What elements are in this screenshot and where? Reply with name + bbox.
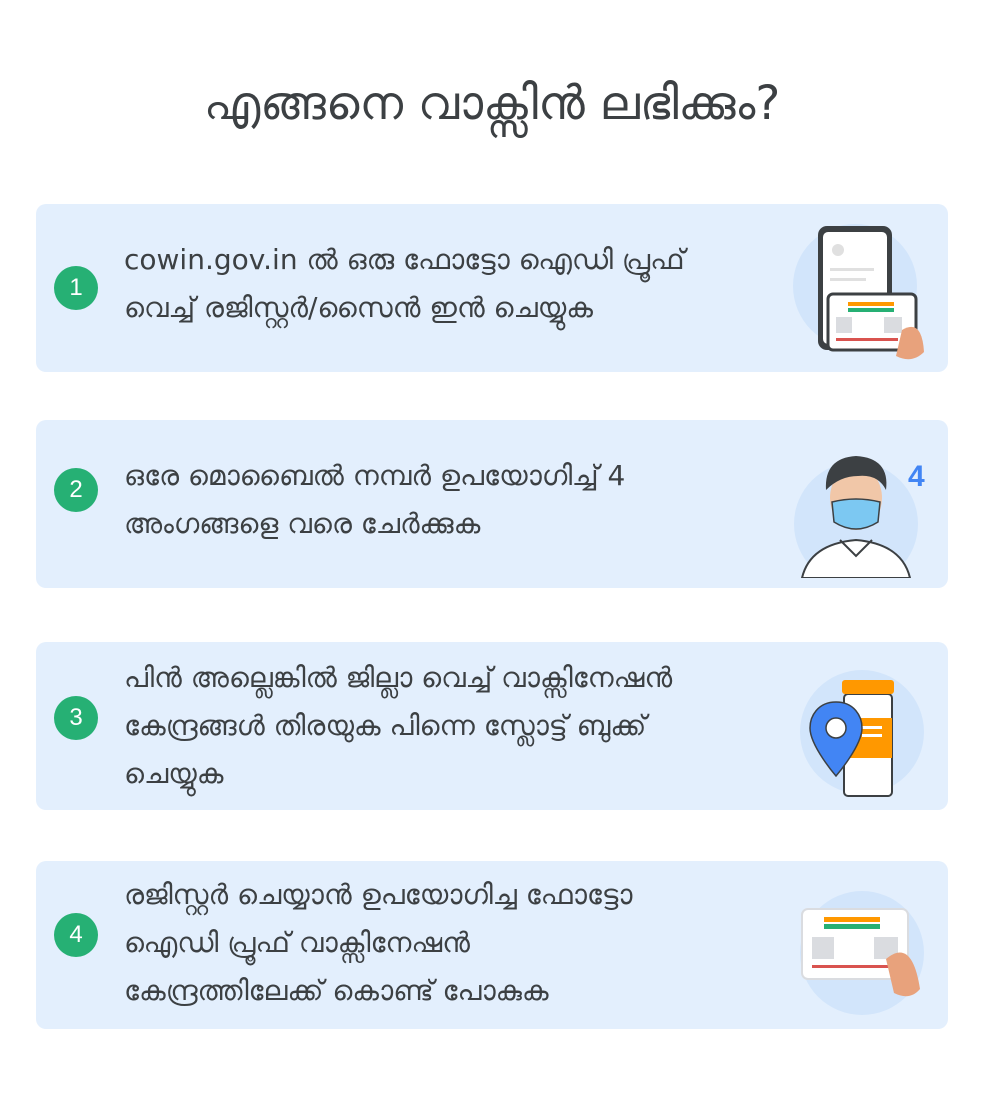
page-title: എങ്ങനെ വാക്സിൻ ലഭിക്കും?	[203, 76, 781, 131]
step-text-line: പിൻ അല്ലെങ്കിൽ ജില്ലാ വെച്ച് വാക്സിനേഷൻ	[124, 661, 673, 694]
member-count-badge: 4	[908, 460, 925, 493]
step-number-badge: 4	[54, 913, 98, 957]
phone-id-card-icon	[790, 222, 932, 362]
step-text-line: അംഗങ്ങളെ വരെ ചേർക്കുക	[124, 507, 481, 540]
step-text-line: കേന്ദ്രങ്ങൾ തിരയുക പിന്നെ സ്ലോട്ട് ബുക്ക്	[124, 709, 647, 742]
step-text-line: രജിസ്റ്റർ ചെയ്യാൻ ഉപയോഗിച്ച ഫോട്ടോ	[124, 878, 633, 911]
id-card-hand-icon	[790, 879, 932, 1019]
step-card-4	[36, 861, 948, 1029]
step-text-line: കേന്ദ്രത്തിലേക്ക് കൊണ്ട് പോകുക	[124, 974, 549, 1007]
step-text-line: cowin.gov.in ൽ ഒരു ഫോട്ടോ ഐഡി പ്രൂഫ്	[124, 243, 685, 276]
step-text-line: ചെയ്യുക	[124, 757, 224, 790]
step-text-line: ഐഡി പ്രൂഫ് വാക്സിനേഷൻ	[124, 926, 470, 959]
vaccine-location-icon	[790, 660, 932, 800]
step-number-badge: 1	[54, 266, 98, 310]
step-text	[124, 236, 784, 332]
step-card-3	[36, 642, 948, 810]
step-number-badge: 3	[54, 696, 98, 740]
masked-person-icon	[790, 438, 932, 578]
step-text-line: വെച്ച് രജിസ്റ്റർ/സൈൻ ഇൻ ചെയ്യുക	[124, 291, 593, 324]
step-card-2	[36, 420, 948, 588]
step-text-line: ഒരേ മൊബൈൽ നമ്പർ ഉപയോഗിച്ച് 4	[124, 459, 626, 492]
step-text	[124, 452, 784, 548]
step-text	[124, 871, 784, 1015]
step-card-1	[36, 204, 948, 372]
step-text	[124, 654, 784, 798]
step-number-badge: 2	[54, 468, 98, 512]
